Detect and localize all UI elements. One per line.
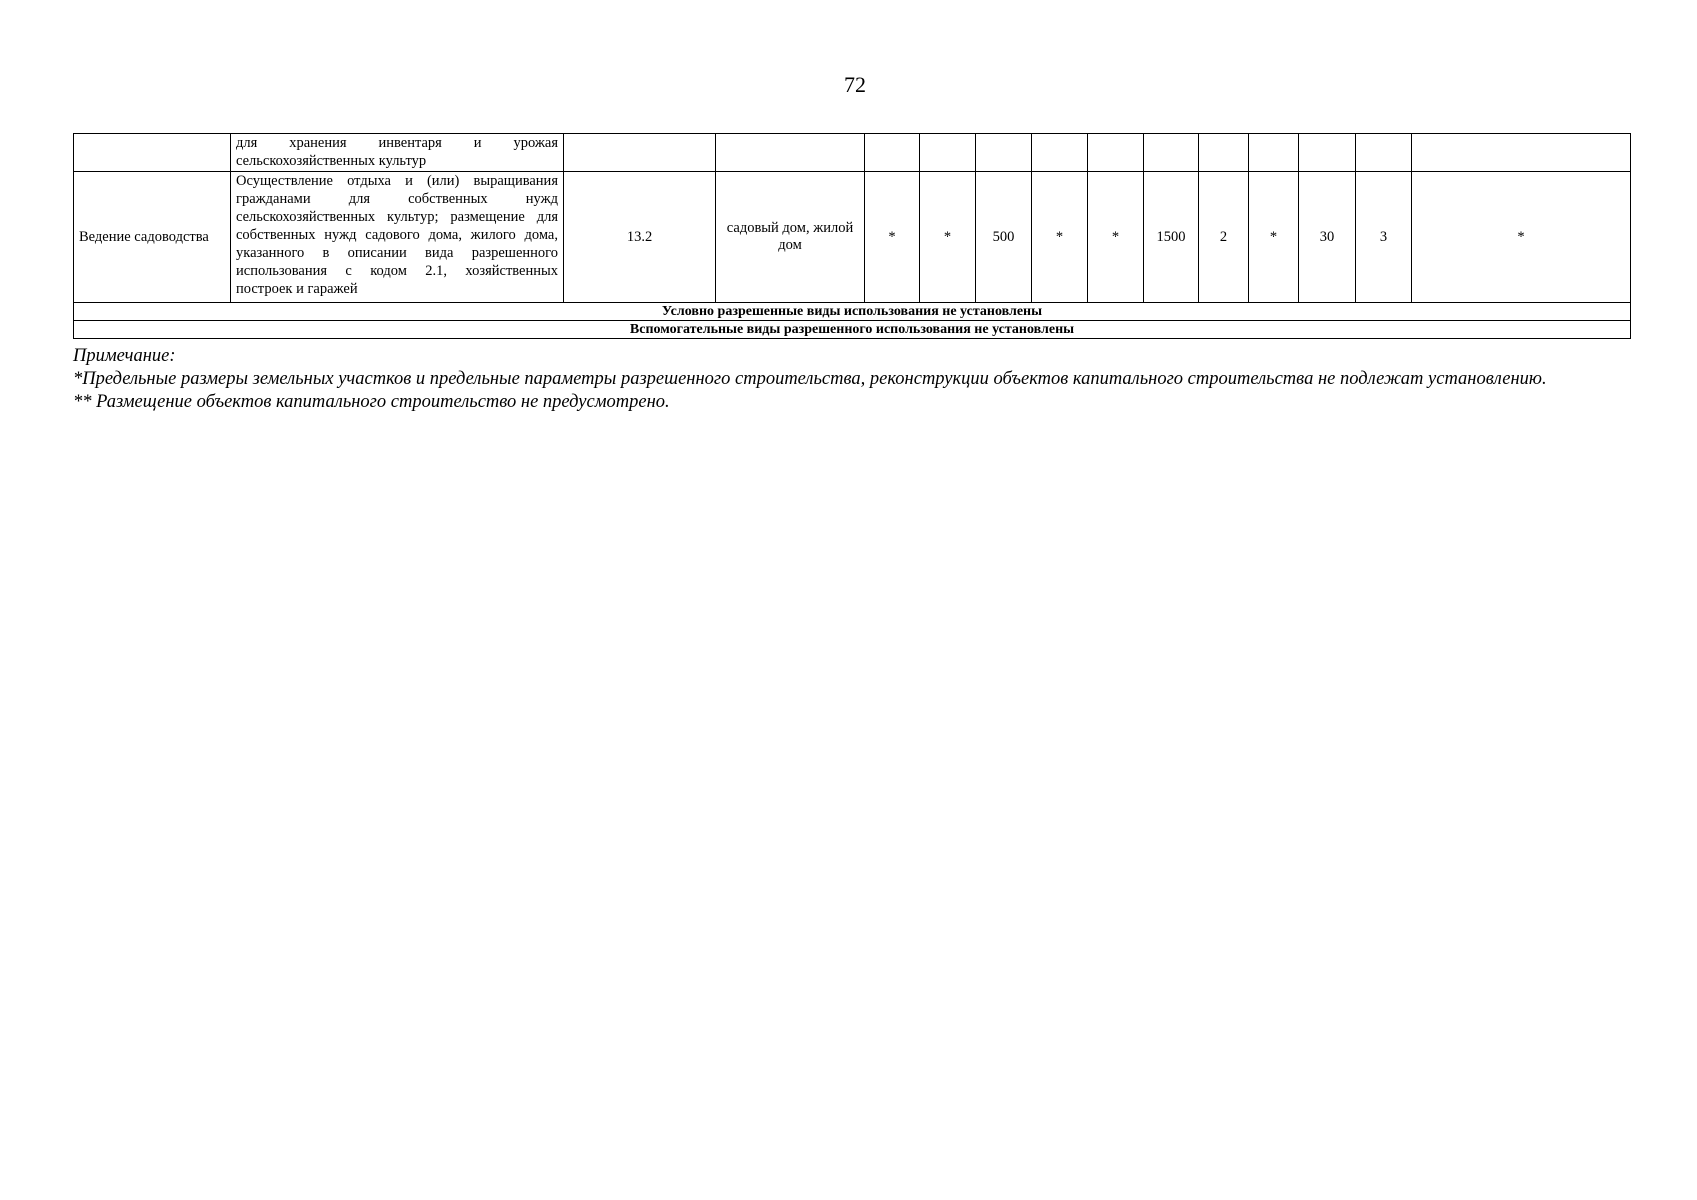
empty-cell: [1412, 134, 1631, 172]
value-cell: 3: [1356, 172, 1412, 303]
empty-cell: [865, 134, 920, 172]
use-name-cell: [74, 134, 231, 172]
empty-cell: [976, 134, 1032, 172]
value-cell: *: [1249, 172, 1299, 303]
value-cell: *: [865, 172, 920, 303]
use-name-cell: Ведение садоводства: [74, 172, 231, 303]
notes-heading: Примечание:: [73, 346, 176, 366]
use-code-cell: 13.2: [564, 172, 716, 303]
table-row: [74, 172, 1631, 303]
empty-cell: [1249, 134, 1299, 172]
empty-cell: [1356, 134, 1412, 172]
empty-cell: [716, 134, 865, 172]
notes-section: [73, 345, 1633, 414]
value-cell: *: [920, 172, 976, 303]
conditional-uses-row: Условно разрешенные виды использования не установлены: [74, 303, 1631, 321]
empty-cell: [1144, 134, 1199, 172]
empty-cell: [564, 134, 716, 172]
value-cell: *: [1088, 172, 1144, 303]
table-row: [74, 303, 1631, 321]
page-number: 72: [844, 72, 866, 97]
value-cell: 30: [1299, 172, 1356, 303]
land-use-table: [73, 133, 1631, 339]
empty-cell: [1088, 134, 1144, 172]
value-cell: 2: [1199, 172, 1249, 303]
use-description-cell: Осуществление отдыха и (или) выращивания гражданами для собственных нужд сельскохозяйственных культур; размещение для собственных нужд садового дома, жилого дома, указанного в описании вида разрешенного использования с кодом 2.1, хозяйственных построек и гаражей: [231, 172, 564, 303]
note-limits: *Предельные размеры земельных участков и предельные параметры разрешенного строительства, реконструкции объектов капитального строительства не подлежат установлению.: [73, 369, 1547, 389]
value-cell: 500: [976, 172, 1032, 303]
table-row: [74, 321, 1631, 339]
empty-cell: [1299, 134, 1356, 172]
empty-cell: [920, 134, 976, 172]
value-cell: *: [1412, 172, 1631, 303]
table-row: [74, 134, 1631, 172]
objects-cell: садовый дом, жилой дом: [716, 172, 865, 303]
empty-cell: [1199, 134, 1249, 172]
use-description-cell: для хранения инвентаря и урожая сельскохозяйственных культур: [231, 134, 564, 172]
empty-cell: [1032, 134, 1088, 172]
note-capital-objects: ** Размещение объектов капитального строительство не предусмотрено.: [73, 392, 670, 412]
auxiliary-uses-row: Вспомогательные виды разрешенного использования не установлены: [74, 321, 1631, 339]
value-cell: 1500: [1144, 172, 1199, 303]
value-cell: *: [1032, 172, 1088, 303]
